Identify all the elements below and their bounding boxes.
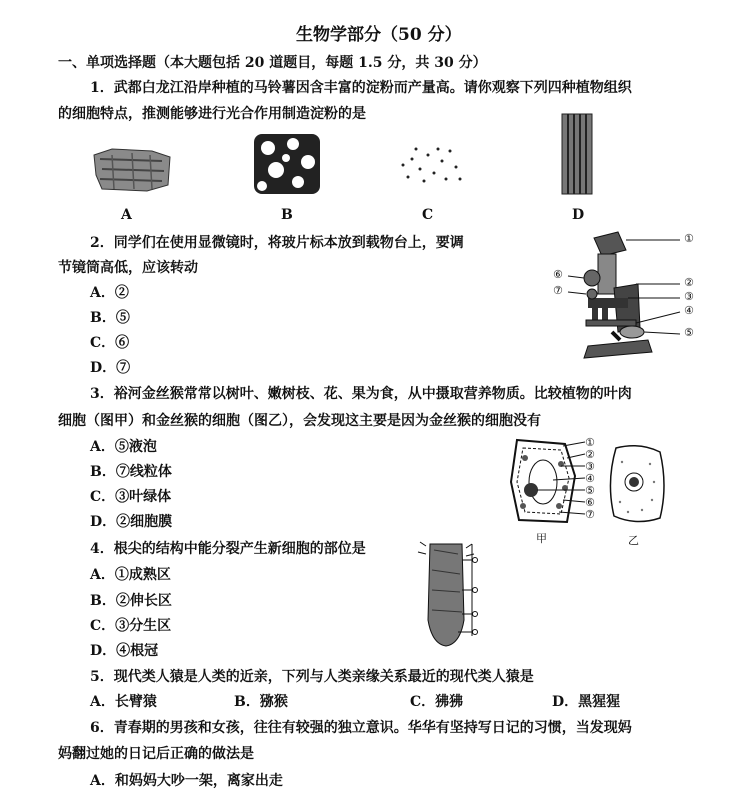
- q6-option-a: A．和妈妈大吵一架，离家出走: [90, 773, 283, 789]
- q2-option-a: A．②: [90, 285, 129, 301]
- q6-stem-line1: 6．青春期的男孩和女孩，往往有较强的独立意识。华华有坚持写日记的习惯，当发现妈: [90, 720, 632, 736]
- plant-cell-diagram: [505, 436, 585, 528]
- tissue-image-a: [92, 145, 172, 195]
- tissue-image-d: [558, 112, 598, 196]
- q2-option-d: D．⑦: [90, 360, 131, 376]
- q5-option-c: C．狒狒: [410, 694, 464, 710]
- microscope-callout-4: ④: [684, 304, 694, 317]
- q2-option-c: C．⑥: [90, 335, 130, 351]
- q2-stem-line1: 2．同学们在使用显微镜时，将玻片标本放到载物台上，要调: [90, 235, 464, 251]
- q4-option-d: D．④根冠: [90, 643, 159, 659]
- fig-label-yi: 乙: [628, 534, 639, 547]
- cell-callout-4: ④: [585, 472, 595, 485]
- cell-callout-1: ①: [585, 436, 595, 449]
- page-title: 生物学部分（50 分）: [296, 25, 462, 45]
- q3-option-b: B．⑦线粒体: [90, 464, 172, 480]
- q1-label-a: A: [121, 207, 132, 223]
- microscope-callout-5: ⑤: [684, 326, 694, 339]
- cell-callout-6: ⑥: [585, 496, 595, 509]
- cell-callout-3: ③: [585, 460, 595, 473]
- q4-option-b: B．②伸长区: [90, 593, 172, 609]
- q2-stem-line2: 节镜筒高低，应该转动: [58, 260, 198, 276]
- tissue-image-c: [398, 145, 464, 185]
- q2-option-b: B．⑤: [90, 310, 130, 326]
- q4-option-c: C．③分生区: [90, 618, 172, 634]
- section-title: 一、单项选择题（本大题包括 20 道题目，每题 1.5 分，共 30 分）: [58, 55, 487, 71]
- cell-callout-5: ⑤: [585, 484, 595, 497]
- tissue-image-b: [248, 130, 328, 200]
- q5-option-d: D．黑猩猩: [552, 694, 621, 710]
- q4-option-a: A．①成熟区: [90, 567, 171, 583]
- q3-stem-line2: 细胞（图甲）和金丝猴的细胞（图乙），会发现这主要是因为金丝猴的细胞没有: [58, 413, 541, 429]
- q1-stem-line1: 1．武都白龙江沿岸种植的马铃薯因含丰富的淀粉而产量高。请你观察下列四种植物组织: [90, 80, 632, 96]
- cell-callout-2: ②: [585, 448, 595, 461]
- microscope-callout-2: ②: [684, 276, 694, 289]
- q3-option-c: C．③叶绿体: [90, 489, 172, 505]
- microscope-callout-7: ⑦: [553, 284, 563, 297]
- q1-stem-line2: 的细胞特点，推测能够进行光合作用制造淀粉的是: [58, 106, 366, 122]
- q5-option-a: A．长臂猿: [90, 694, 157, 710]
- root-tip-diagram: [418, 540, 488, 650]
- fig-label-jia: 甲: [536, 532, 547, 545]
- q1-label-b: B: [281, 207, 293, 223]
- microscope-callout-1: ①: [684, 232, 694, 245]
- q3-stem-line1: 3．裕河金丝猴常常以树叶、嫩树枝、花、果为食，从中摄取营养物质。比较植物的叶肉: [90, 386, 632, 402]
- q3-option-a: A．⑤液泡: [90, 439, 157, 455]
- q1-label-c: C: [422, 207, 434, 223]
- cell-callout-7: ⑦: [585, 508, 595, 521]
- q6-stem-line2: 妈翻过她的日记后正确的做法是: [58, 746, 254, 762]
- microscope-diagram: [548, 228, 698, 368]
- q3-option-d: D．②细胞膜: [90, 514, 173, 530]
- animal-cell-diagram: [606, 442, 668, 526]
- microscope-callout-3: ③: [684, 290, 694, 303]
- q5-option-b: B．猕猴: [234, 694, 288, 710]
- q1-label-d: D: [572, 207, 585, 223]
- q5-stem-line1: 5．现代类人猿是人类的近亲，下列与人类亲缘关系最近的现代类人猿是: [90, 669, 534, 685]
- q4-stem-line1: 4．根尖的结构中能分裂产生新细胞的部位是: [90, 541, 366, 557]
- microscope-callout-6: ⑥: [553, 268, 563, 281]
